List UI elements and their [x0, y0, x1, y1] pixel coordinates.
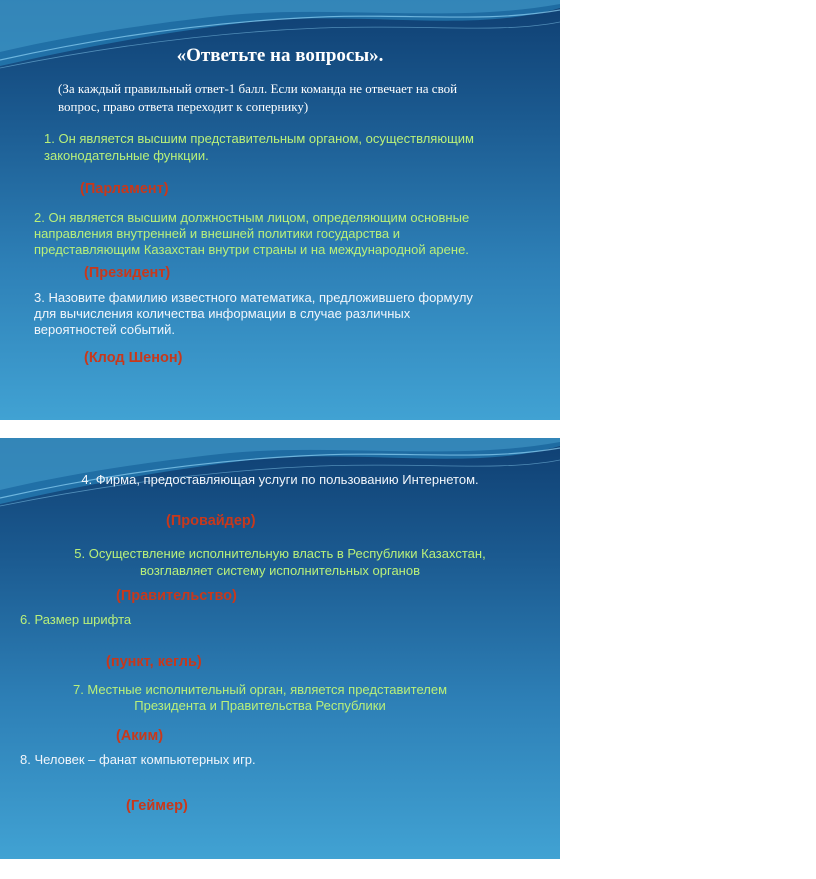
question-5-line-2: возглавляет систему исполнительных органов [139, 563, 420, 578]
answer-7: (Аким) [116, 728, 164, 744]
question-8: 8. Человек – фанат компьютерных игр. [20, 752, 256, 767]
rules-note-line-1: (За каждый правильный ответ-1 балл. Если команда не отвечает на свой [58, 81, 458, 96]
question-3-line-3: вероятностей событий. [34, 322, 176, 337]
answer-6: (пункт, кегль) [106, 654, 202, 670]
answer-1: (Парламент) [80, 181, 169, 197]
slide-title: «Ответьте на вопросы». [176, 45, 384, 66]
question-3-line-1: 3. Назовите фамилию известного математика, предложившего формулу [34, 290, 473, 305]
question-6: 6. Размер шрифта [20, 612, 132, 627]
slide-1 [0, 0, 560, 420]
question-7-line-2: Президента и Правительства Республики [134, 698, 386, 713]
question-2-line-3: представляющим Казахстан внутри страны и на международной арене. [34, 242, 469, 257]
slide-2 [0, 438, 560, 859]
answer-4: (Провайдер) [166, 513, 256, 529]
question-2-line-1: 2. Он является высшим должностным лицом, определяющим основные [34, 210, 470, 225]
question-3-line-2: для вычисления количества информации в случае различных [34, 306, 411, 321]
question-2-line-2: направления внутренней и внешней политики государства и [34, 226, 401, 241]
question-1-line-2: законодательные функции. [44, 148, 209, 163]
rules-note-line-2: вопрос, право ответа переходит к сопернику) [58, 99, 309, 114]
answer-3: (Клод Шенон) [84, 350, 183, 366]
answer-5: (Правительство) [116, 588, 237, 604]
question-4: 4. Фирма, предоставляющая услуги по пользованию Интернетом. [81, 472, 479, 487]
answer-8: (Геймер) [126, 798, 188, 814]
question-7-line-1: 7. Местные исполнительный орган, является представителем [72, 682, 448, 697]
answer-2: (Президент) [84, 265, 171, 281]
question-5-line-1: 5. Осуществление исполнительную власть в Республики Казахстан, [74, 546, 486, 561]
question-1-line-1: 1. Он является высшим представительным органом, осуществляющим [44, 131, 474, 146]
